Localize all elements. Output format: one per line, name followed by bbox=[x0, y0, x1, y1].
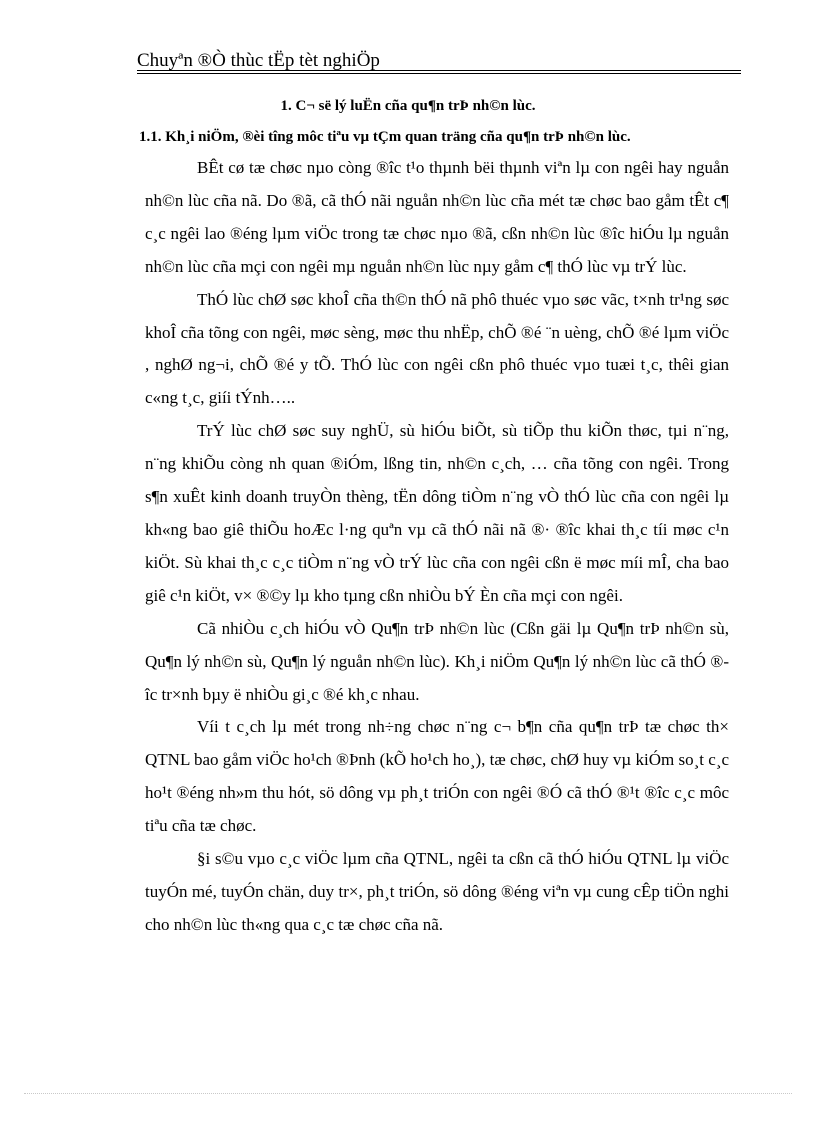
document-body bbox=[145, 152, 729, 942]
page-bottom-dotted-line bbox=[24, 1093, 792, 1094]
subsection-heading: 1.1. Kh¸i niÖm, ®èi tîng môc tiªu vµ tÇm quan träng cña qu¶n trÞ nh©n lùc. bbox=[139, 129, 631, 145]
header-rule-bottom bbox=[137, 73, 741, 74]
header-rule-top bbox=[137, 70, 741, 71]
paragraph-1: BÊt cø tæ chøc nµo còng ®îc t¹o thµnh bëi thµnh viªn lµ con ngêi hay nguån nh©n lùc cña nã. Do ®ã, cã thÓ nãi nguån nh©n lùc cña mét tæ chøc bao gåm tÊt c¶ c¸c ngêi lao ®éng lµm viÖc trong tæ chøc nµo ®ã, cßn nh©n lùc ®îc hiÓu lµ nguån nh©n lùc cña mçi con ngêi mµ nguån nh©n lùc nµy gåm c¶ thÓ lùc vµ trÝ lùc. bbox=[145, 158, 729, 276]
page-header-title: Chuyªn ®Ò thùc tËp tèt nghiÖp bbox=[137, 50, 380, 71]
section-heading: 1. C¬ së lý luËn cña qu¶n trÞ nh©n lùc. bbox=[280, 98, 536, 114]
paragraph-5: Víi t c¸ch lµ mét trong nh÷ng chøc n¨ng c¬ b¶n cña qu¶n trÞ tæ chøc th× QTNL bao gåm viÖc ho¹ch ®Þnh (kÕ ho¹ch ho¸), tæ chøc, chØ huy vµ kiÓm so¸t c¸c ho¹t ®éng nh»m thu hót, sö dông vµ ph¸t triÓn con ngêi ®Ó cã thÓ ®¹t ®îc c¸c môc tiªu cña tæ chøc. bbox=[145, 717, 729, 836]
paragraph-3: TrÝ lùc chØ søc suy nghÜ, sù hiÓu biÕt, sù tiÕp thu kiÕn thøc, tµi n¨ng, n¨ng khiÕu còng nh quan ®iÓm, lßng tin, nh©n c¸ch, … cña tõng con ngêi. Trong s¶n xuÊt kinh doanh truyÒn thèng, tËn dông tiÒm n¨ng vÒ thÓ lùc cña con ngêi lµ kh«ng bao giê thiÕu hoÆc l·ng quªn vµ cã thÓ nãi nã ®· ®îc khai th¸c tíi møc c¹n kiÖt. Sù khai th¸c c¸c tiÒm n¨ng vÒ trÝ lùc cña con ngêi cßn ë møc míi mÎ, cha bao giê c¹n kiÖt, v× ®©y lµ kho tµng cßn nhiÒu bÝ Èn cña mçi con ngêi. bbox=[145, 421, 729, 605]
paragraph-6: §i s©u vµo c¸c viÖc lµm cña QTNL, ngêi ta cßn cã thÓ hiÓu QTNL lµ viÖc tuyÓn mé, tuyÓn chän, duy tr×, ph¸t triÓn, sö dông ®éng viªn vµ cung cÊp tiÖn nghi cho nh©n lùc th«ng qua c¸c tæ chøc cña nã. bbox=[145, 849, 729, 934]
paragraph-2: ThÓ lùc chØ søc khoÎ cña th©n thÓ nã phô thuéc vµo søc vãc, t×nh tr¹ng søc khoÎ cña tõng con ngêi, møc sèng, møc thu nhËp, chÕ ®é ¨n uèng, chÕ ®é lµm viÖc , nghØ ng¬i, chÕ ®é y tÕ. ThÓ lùc con ngêi cßn phô thuéc vµo tuæi t¸c, thêi gian c«ng t¸c, giíi tÝnh….. bbox=[145, 289, 729, 408]
paragraph-4: Cã nhiÒu c¸ch hiÓu vÒ Qu¶n trÞ nh©n lùc (Cßn gäi lµ Qu¶n trÞ nh©n sù, Qu¶n lý nh©n sù, Qu¶n lý nguån nh©n lùc). Kh¸i niÖm Qu¶n lý nh©n lùc cã thÓ ®îc tr×nh bµy ë nhiÒu gi¸c ®é kh¸c nhau. bbox=[145, 618, 729, 704]
